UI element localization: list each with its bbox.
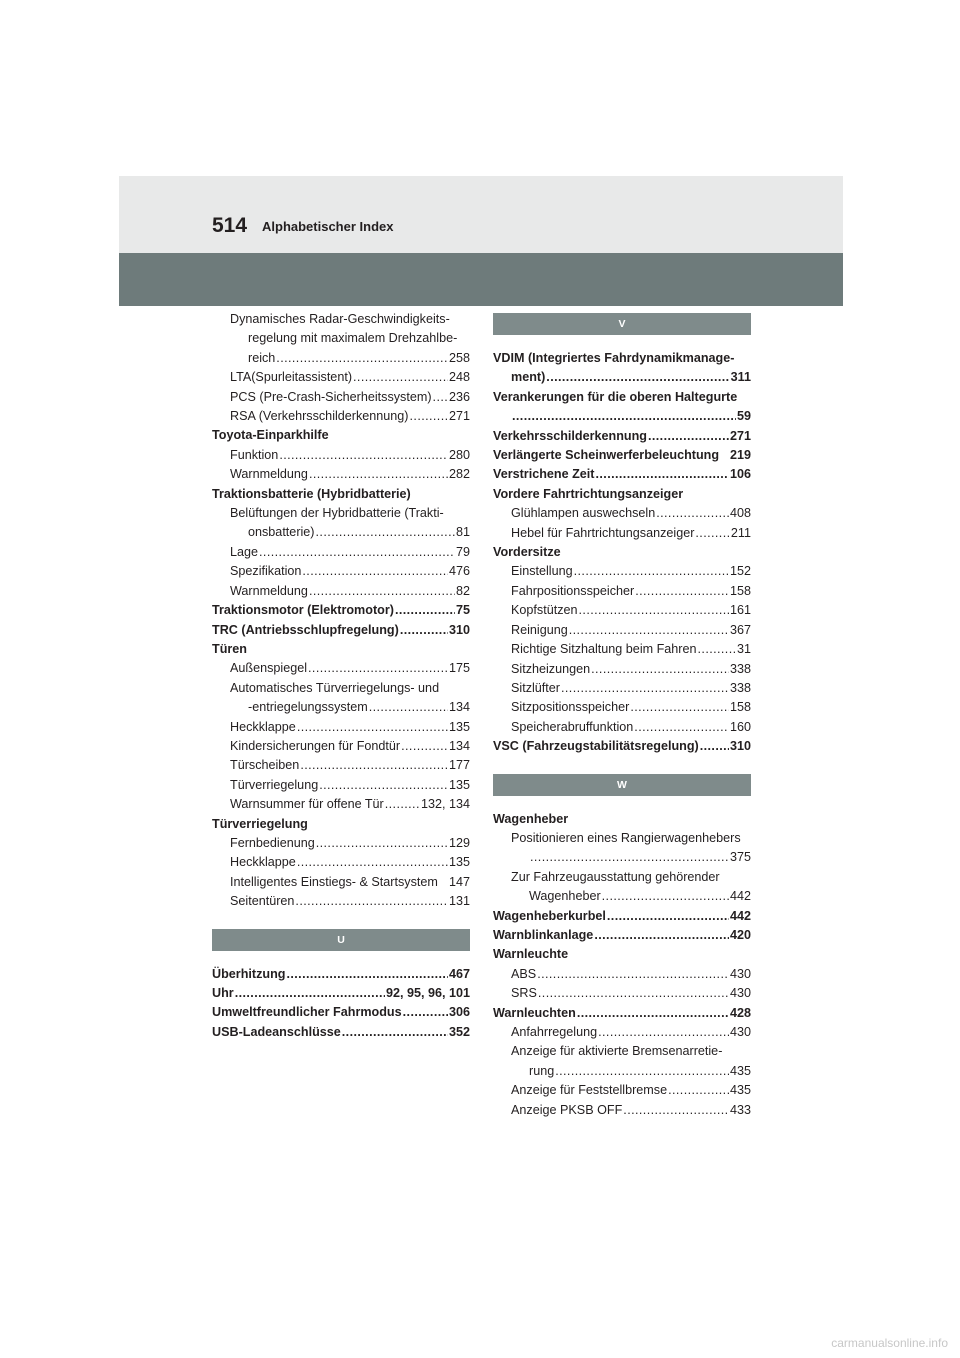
index-entry (212, 815, 470, 834)
entry-label: PCS (Pre-Crash-Sicherheitssystem) (230, 389, 432, 404)
entry-page-ref: 236 (448, 389, 470, 404)
index-entry (212, 485, 470, 504)
index-entry (493, 965, 751, 984)
index-entry (212, 562, 470, 581)
entry-label: Verkehrsschilderkennung (493, 428, 647, 443)
index-entry (212, 407, 470, 426)
index-entry (212, 718, 470, 737)
entry-label: Toyota-Einparkhilfe (212, 428, 329, 443)
entry-label: Vordersitze (493, 545, 561, 560)
index-entry (212, 679, 470, 698)
index-entry (493, 485, 751, 504)
entry-label: Verstrichene Zeit (493, 467, 595, 482)
index-entry (212, 446, 470, 465)
entry-label: Dynamisches Radar-Geschwindigkeits- (230, 312, 450, 326)
entry-label: Lage (230, 544, 259, 559)
leader-dots (555, 1062, 729, 1081)
entry-page-ref: 306 (448, 1005, 470, 1020)
entry-label: Türscheiben (230, 758, 300, 773)
entry-label: onsbatterie) (248, 525, 315, 540)
leader-dots (410, 407, 448, 426)
leader-dots (235, 984, 385, 1003)
entry-label: Heckklappe (230, 719, 296, 734)
index-entry (493, 640, 751, 659)
entry-label: regelung mit maximalem Drehzahlbe- (248, 331, 458, 346)
entry-label: Warnmeldung (230, 583, 308, 598)
index-entry (493, 679, 751, 698)
entry-page-ref: 147 (448, 874, 470, 889)
index-entry (212, 388, 470, 407)
entry-page-ref: 352 (448, 1024, 470, 1039)
index-entry (493, 1081, 751, 1100)
entry-label: Türen (212, 641, 247, 656)
index-entry (493, 984, 751, 1003)
entry-page-ref: 106 (729, 467, 751, 482)
entry-label: Kindersicherungen für Fondtür (230, 738, 401, 753)
index-entry (212, 984, 470, 1003)
leader-dots (700, 737, 729, 756)
entry-page-ref: 79 (455, 544, 470, 559)
entry-page-ref: 219 (729, 448, 751, 463)
leader-dots (546, 368, 729, 387)
leader-dots (596, 465, 729, 484)
index-entry (212, 1003, 470, 1022)
entry-page-ref: 435 (729, 1063, 751, 1078)
entry-label: Funktion (230, 447, 279, 462)
index-entry (493, 368, 751, 387)
index-entry (493, 660, 751, 679)
leader-dots (279, 446, 448, 465)
index-entry (493, 718, 751, 737)
leader-dots (512, 407, 736, 426)
entry-label: Sitzheizungen (511, 661, 591, 676)
entry-page-ref: 442 (729, 908, 751, 923)
entry-label: ment) (511, 370, 546, 385)
entry-label: Verankerungen für die oberen Haltegurte (493, 389, 738, 404)
entry-label: Speicherabruffunktion (511, 719, 634, 734)
index-entry (493, 1062, 751, 1081)
entry-label: Automatisches Türverriegelungs- und (230, 680, 440, 695)
index-entry (212, 504, 470, 523)
entry-page-ref: 428 (729, 1005, 751, 1020)
entry-page-ref: 442 (729, 889, 751, 904)
leader-dots (302, 562, 448, 581)
leader-dots (537, 965, 729, 984)
entry-label: Anzeige PKSB OFF (511, 1102, 623, 1117)
entry-page-ref: 82 (455, 583, 470, 598)
entry-page-ref: 75 (455, 603, 470, 618)
entry-page-ref: 158 (729, 700, 751, 715)
index-entry (493, 868, 751, 887)
entry-label: Wagenheberkurbel (493, 908, 606, 923)
entry-page-ref: 430 (729, 1025, 751, 1039)
leader-dots (403, 1003, 448, 1022)
index-entry (212, 310, 470, 329)
index-entry (493, 524, 751, 543)
entry-label: SRS (511, 986, 537, 1001)
entry-label: Spezifikation (230, 564, 302, 579)
entry-label: LTA(Spurleitassistent) (230, 370, 353, 385)
entry-label: Überhitzung (212, 966, 286, 981)
entry-page-ref: 435 (729, 1083, 751, 1098)
entry-label: Positionieren eines Rangierwagenhebers (511, 830, 741, 845)
index-entry (493, 907, 751, 926)
index-entry (212, 426, 470, 445)
index-entry (493, 1004, 751, 1023)
index-entry (493, 737, 751, 756)
index-entry (493, 388, 751, 407)
leader-dots (309, 582, 455, 601)
entry-label: Warnleuchten (493, 1005, 576, 1020)
entry-label: Warnmeldung (230, 467, 308, 482)
index-entry (212, 698, 470, 717)
entry-page-ref: 408 (729, 506, 751, 521)
index-entry (212, 737, 470, 756)
index-entry (212, 659, 470, 678)
leader-dots (648, 427, 729, 446)
index-entry (212, 329, 470, 348)
index-entry (493, 698, 751, 717)
index-entry (493, 601, 751, 620)
entry-page-ref: 311 (730, 370, 751, 385)
leader-dots (598, 1023, 729, 1042)
entry-page-ref: 135 (448, 777, 470, 792)
entry-page-ref: 134 (448, 738, 470, 753)
entry-label: Anzeige für Feststellbremse (511, 1083, 668, 1098)
leader-dots (574, 562, 729, 581)
index-column-left (212, 310, 470, 1042)
entry-label: Anzeige für aktivierte Bremsenarretie- (511, 1044, 723, 1059)
index-entry (212, 523, 470, 542)
leader-dots (342, 1023, 448, 1042)
entry-label: Reinigung (511, 622, 568, 637)
index-entry (493, 829, 751, 848)
entry-label: VDIM (Integriertes Fahrdynamikmanage- (493, 351, 735, 365)
entry-label: Fahrpositionsspeicher (511, 583, 635, 598)
section-bar-u: U (212, 929, 470, 951)
leader-dots (695, 524, 730, 543)
entry-label: Wagenheber (529, 889, 601, 904)
index-entry (212, 776, 470, 795)
entry-page-ref: 430 (729, 966, 751, 981)
entry-label: rung (529, 1063, 555, 1078)
entry-page-ref: 280 (448, 447, 470, 462)
entry-page-ref: 420 (729, 927, 751, 942)
entry-label: Sitzlüfter (511, 680, 560, 695)
leader-dots (316, 523, 455, 542)
entry-label: Seitentüren (230, 894, 295, 909)
entry-label: RSA (Verkehrsschilderkennung) (230, 409, 409, 424)
entry-label: Hebel für Fahrtrichtungsanzeiger (511, 525, 695, 540)
entry-label: Fernbedienung (230, 835, 315, 850)
entry-label: Uhr (212, 986, 234, 1000)
entry-label: Kopfstützen (511, 603, 578, 618)
entry-page-ref: 271 (729, 428, 751, 443)
index-entry (493, 465, 751, 484)
entry-label: Heckklappe (230, 855, 296, 870)
entry-label: Verlängerte Scheinwerferbeleuchtung (493, 448, 720, 463)
entry-page-ref: 338 (729, 661, 751, 676)
leader-dots (635, 582, 729, 601)
section-bar-w: W (493, 774, 751, 796)
entry-label: Außenspiegel (230, 661, 308, 676)
index-entry (493, 1101, 751, 1120)
index-entry (493, 407, 751, 426)
index-entry (212, 640, 470, 659)
entry-page-ref: 81 (455, 525, 470, 540)
leader-dots (656, 504, 729, 523)
entry-label: Traktionsmotor (Elektromotor) (212, 603, 394, 618)
entry-page-ref: 367 (729, 622, 751, 637)
entry-page-ref: 338 (729, 680, 751, 695)
index-entry (212, 368, 470, 387)
entry-label: Einstellung (511, 564, 573, 579)
index-entry (212, 582, 470, 601)
leader-dots (300, 756, 448, 775)
entry-page-ref: 132, 134 (420, 797, 470, 812)
entry-page-ref: 135 (448, 855, 470, 870)
index-entry (212, 853, 470, 872)
entry-label: Umweltfreundlicher Fahrmodus (212, 1005, 402, 1020)
entry-page-ref: 129 (448, 835, 470, 850)
entry-page-ref: 310 (448, 622, 470, 637)
leader-dots (319, 776, 448, 795)
index-entry (212, 465, 470, 484)
leader-dots (538, 984, 729, 1003)
entry-label: Richtige Sitzhaltung beim Fahren (511, 642, 697, 657)
index-entry (493, 1023, 751, 1042)
leader-dots (668, 1081, 729, 1100)
index-entry (212, 543, 470, 562)
leader-dots (577, 1004, 729, 1023)
leader-dots (623, 1101, 729, 1120)
entry-label: Zur Fahrzeugausstattung gehörender (511, 869, 720, 884)
entry-page-ref: 135 (448, 719, 470, 734)
entry-label: Intelligentes Einstiegs- & Startsystem (230, 874, 438, 889)
index-entry (493, 427, 751, 446)
leader-dots (634, 718, 729, 737)
entry-page-ref: 92, 95, 96, 101 (385, 986, 470, 1000)
entry-page-ref: 59 (736, 409, 751, 424)
leader-dots (433, 388, 448, 407)
leader-dots (395, 601, 455, 620)
index-entry (493, 621, 751, 640)
index-entry (493, 887, 751, 906)
entry-page-ref: 31 (736, 642, 751, 657)
index-entry (212, 621, 470, 640)
index-entry (212, 965, 470, 984)
entry-label: Traktionsbatterie (Hybridbatterie) (212, 486, 411, 501)
entry-label: Warnsummer für offene Tür (230, 797, 384, 812)
entry-page-ref: 152 (729, 564, 751, 579)
entry-label: TRC (Antriebsschlupfregelung) (212, 622, 399, 637)
index-entry (212, 756, 470, 775)
entry-label: Türverriegelung (212, 816, 308, 831)
entry-label: VSC (Fahrzeugstabilitätsregelung) (493, 739, 699, 754)
entry-page-ref: 160 (729, 719, 751, 734)
index-entry (493, 582, 751, 601)
index-entry (493, 504, 751, 523)
leader-dots (530, 848, 729, 867)
index-entry (493, 543, 751, 562)
entry-label: Anfahrregelung (511, 1025, 598, 1039)
leader-dots (602, 887, 729, 906)
index-entry (493, 848, 751, 867)
index-entry (212, 1023, 470, 1042)
index-entry (212, 892, 470, 911)
entry-page-ref: 271 (448, 409, 470, 424)
leader-dots (385, 795, 420, 814)
entry-page-ref: 430 (729, 986, 751, 1001)
index-entry (212, 873, 470, 892)
entry-label: -entriegelungssystem (248, 700, 368, 715)
entry-page-ref: 158 (729, 583, 751, 598)
entry-label: Warnleuchte (493, 947, 569, 962)
entry-page-ref: 177 (448, 758, 470, 773)
page-number: 514 (212, 214, 248, 237)
leader-dots (297, 853, 448, 872)
entry-label: ABS (511, 966, 537, 981)
leader-dots (353, 368, 448, 387)
leader-dots (401, 737, 448, 756)
leader-dots (369, 698, 448, 717)
index-entry (493, 349, 751, 368)
entry-page-ref: 211 (730, 525, 751, 540)
index-entry (493, 1042, 751, 1061)
entry-page-ref: 467 (448, 966, 470, 981)
entry-page-ref: 375 (729, 850, 751, 865)
index-entry (212, 834, 470, 853)
entry-label: Warnblinkanlage (493, 927, 594, 942)
leader-dots (286, 965, 448, 984)
index-entry (212, 349, 470, 368)
leader-dots (594, 926, 729, 945)
leader-dots (309, 465, 448, 484)
entry-page-ref: 258 (448, 350, 470, 365)
leader-dots (569, 621, 729, 640)
entry-page-ref: 433 (729, 1102, 751, 1117)
index-entry (493, 446, 751, 465)
entry-label: Belüftungen der Hybridbatterie (Trakti- (230, 506, 444, 521)
leader-dots (295, 892, 448, 911)
entry-label: Sitzpositionsspeicher (511, 700, 630, 715)
entry-page-ref: 161 (729, 603, 751, 618)
index-entry (493, 810, 751, 829)
leader-dots (630, 698, 729, 717)
leader-dots (297, 718, 448, 737)
leader-dots (259, 543, 455, 562)
leader-dots (607, 907, 729, 926)
index-column-right (493, 310, 751, 1120)
index-entry (493, 926, 751, 945)
entry-label: reich (248, 350, 276, 365)
leader-dots (561, 679, 729, 698)
header-bar (119, 253, 843, 306)
leader-dots (308, 659, 448, 678)
entry-page-ref: 131 (448, 894, 470, 909)
section-bar-v: V (493, 313, 751, 335)
entry-page-ref: 134 (448, 700, 470, 715)
entry-label: Glühlampen auswechseln (511, 506, 656, 521)
leader-dots (400, 621, 448, 640)
entry-page-ref: 476 (448, 564, 470, 579)
leader-dots (698, 640, 736, 659)
leader-dots (276, 349, 448, 368)
entry-label: Wagenheber (493, 811, 569, 826)
watermark: carmanualsonline.info (831, 1336, 948, 1350)
leader-dots (579, 601, 729, 620)
section-title: Alphabetischer Index (262, 219, 394, 234)
entry-label: Vordere Fahrtrichtungsanzeiger (493, 486, 684, 501)
leader-dots (316, 834, 448, 853)
index-entry (212, 601, 470, 620)
entry-page-ref: 248 (448, 370, 470, 385)
entry-page-ref: 310 (729, 739, 751, 754)
index-entry (212, 795, 470, 814)
index-entry (493, 562, 751, 581)
index-entry (493, 945, 751, 964)
entry-page-ref: 175 (448, 661, 470, 676)
leader-dots (591, 660, 729, 679)
entry-label: Türverriegelung (230, 777, 319, 792)
entry-page-ref: 282 (448, 467, 470, 482)
entry-label: USB-Ladeanschlüsse (212, 1024, 341, 1039)
